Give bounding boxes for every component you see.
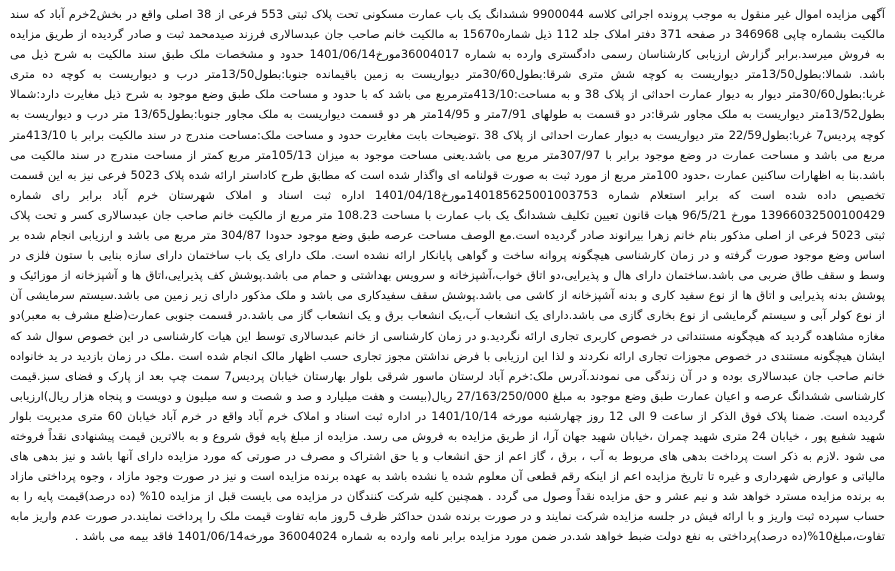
auction-notice-text: آگهی مزایده اموال غیر منقول به موجب پرونده اجرائی کلاسه 9900044 ششدانگ یک باب عمارت مسکونی تحت پلاک ثبتی 553 فرعی از 38 اصلی واقع در بخش2خرم آباد که سند مالکیت بشماره چاپی 346968 در صفحه 371 دفتر املاک جلد 112 ذیل شماره15670 به مالکیت خانم صاحب جان عبدسالاری فرزند صیدمحمد ثبت و صادر گردیده از طریق مزایده به فروش میرسد.برابر گزارش ارزیابی کارشناسان رسمی دادگستری وارده به شماره 36004017مورخ1401/06/14 حدود و مشخصات ملک طبق سند مالکیت به شرح ذیل می باشد. شمالا:بطول13/50متر دیواریست به کوچه شش متری شرقا:بطول30/60متر دیواریست به زمین باقیمانده جنوبا:بطول13/50متر درب و دیواریست به کوچه ده متری غربا:بطول30/60متر دیوار به دیوار عمارت احداثی از پلاک 38 و به مساحت:413/10مترمربع می باشد که با حدود و مساحت ملک طبق وضع موجود به شرح ذیل مغایرت دارد:شمالا بطول13/52متر دیواریست به ملک مجاور شرقا:در دو قسمت به طولهای 7/91متر و 14/95متر هر دو قسمت دیواریست به ملک مجاور جنوبا:بطول13/65 متر درب و دیواریست به کوچه پردیس7 غربا:بطول22/59 متر دیواریست به دیوار عمارت احداثی از پلاک 38 .توضیحات بابت مغایرت حدود و مساحت ملک:مساحت مندرج در سند مالکیت برابر با 413/10متر مربع می باشد و مساحت عمارت در وضع موجود برابر با 307/97متر مربع می باشد.یعنی مساحت موجود به میزان 105/13متر مربع کمتر از مساحت مندرج در سند مالکیت می باشد.بنا به اظهارات ساکنین عمارت ،حدود 100متر مربع از مورد ثبت به صورت قولنامه ای واگذار شده است که مطابق طرح کاداستر ارائه شده پلاک 5023 فرعی نیز به این قسمت تخصیص داده شده است که برابر استعلام شماره 140185625001003753مورخ1401/04/18 اداره ثبت اسناد و املاک شهرستان خرم آباد برابر رای شماره 13966032500100429 مورخ 96/5/21 هیات قانون تعیین تکلیف ششدانگ یک باب عمارت با مساحت 108.23 متر مربع از مالکیت خانم صاحب جان عبدسالاری کسر و تحت پلاک ثبتی 5023 فرعی از اصلی مذکور بنام خانم زهرا بیرانوند صادر گردیده است.مع الوصف مساحت عرصه طبق وضع موجود حدودا 304/87 متر مربع می باشد و ارزیابی انجام شده بر اساس وضع موجود صورت گرفته و در زمان کارشناسی هیچگونه پروانه ساخت و گواهی پایانکار ارائه نشده است. ملک دارای یک باب ساختمان دارای سازه بنایی با ستون فلزی در وسط و سقف طاق ضربی می باشد.ساختمان دارای هال و پذیرایی،دو اتاق خواب،آشپزخانه و سرویس بهداشتی و حمام می باشد.پوشش کف پذیرایی،اتاق ها و آشپزخانه از موزائیک و پوشش بدنه پذیرایی و اتاق ها از نوع سفید کاری و بدنه آشپزخانه از کاشی می باشد.پوشش سقف سفیدکاری می باشد و ملک مذکور دارای زیر زمین می باشد.سیستم سرمایشی آن از نوع کولر آبی و سیستم گرمایشی از نوع بخاری گازی می باشد.دارای یک انشعاب آب،یک انشعاب برق و یک انشعاب گاز می باشد.در قسمت جنوبی عمارت(ضلع مشرف به معبر)دو مغازه مشاهده گردید که هیچگونه مستنداتی در خصوص کاربری تجاری ارائه نگردید.و در زمان کارشناسی از خانم عبدسالاری توسط این هیات کارشناسی در این خصوص سوال شد که ایشان هیچگونه مستندی در خصوص مجوزات تجاری ارائه نکردند و لذا این ارزیابی با فرض نداشتن مجوز تجاری حسب اظهار مالک انجام شده است .ملک در زمان بازدید در ید خانواده خانم صاحب جان عبدسالاری بوده و در آن زندگی می نمودند.آدرس ملک:خرم آباد لرستان ماسور شرقی بلوار بهارستان خیابان پردیس7 سمت چپ بعد از پارک و فضای سبز.قیمت کارشناسی ششدانگ عرصه و اعیان عمارت طبق وضع موجود به مبلغ 27/163/250/000 ریال(بیست و هفت میلیارد و صد و شصت و سه میلیون و دویست و پنجاه هزار ریال)ارزیابی گردیده است. ضمنا پلاک فوق الذکر از ساعت 9 الی 12 روز چهارشنبه مورخه 1401/10/14 در اداره ثبت اسناد و املاک خرم آباد واقع در خرم آباد خیابان 60 متری مدیریت بلوار شهید شفیع پور ، خیابان 24 متری شهید چمران ،خیابان شهید جهان آرا، از طریق مزایده به فروش می رسد. مزایده از مبلغ پایه فوق شروع و به بالاترین قیمت پیشنهادی نقداً فروخته می شود .لازم به ذکر است پرداخت بدهی های مربوط به آب ، برق ، گاز اعم از حق انشعاب و یا حق اشتراک و مصرف در صورتی که مورد مزایده دارای آنها باشد و نیز بدهی های مالیاتی و عوارض شهرداری و غیره تا تاریخ مزایده اعم از اینکه رقم قطعی آن معلوم شده یا نشده باشد به عهده برنده مزایده است و نیز در صورت وجود مازاد ، وجوه پرداختی مازاد به برنده مزایده مسترد خواهد شد و نیم عشر و حق مزایده نقداً وصول می گردد . همچنین کلیه شرکت کنندگان در مزایده می بایست قبل از مزایده 10% (ده درصد)قیمت پایه را به حساب سپرده ثبت واریز و با ارائه فیش در جلسه مزایده شرکت نمایند و در صورت برنده شدن حداکثر ظرف 5روز مابه تفاوت قیمت ملک را پرداخت نمایند.در صورت عدم واریز مابه تفاوت،مبلغ10%(ده درصد)پرداختی به نفع دولت ضبط خواهد شد.در ضمن مورد مزایده برابر نامه وارده به شماره 36004024 مورخه1401/06/14 فاقد بیمه می باشد . [10, 7, 886, 544]
